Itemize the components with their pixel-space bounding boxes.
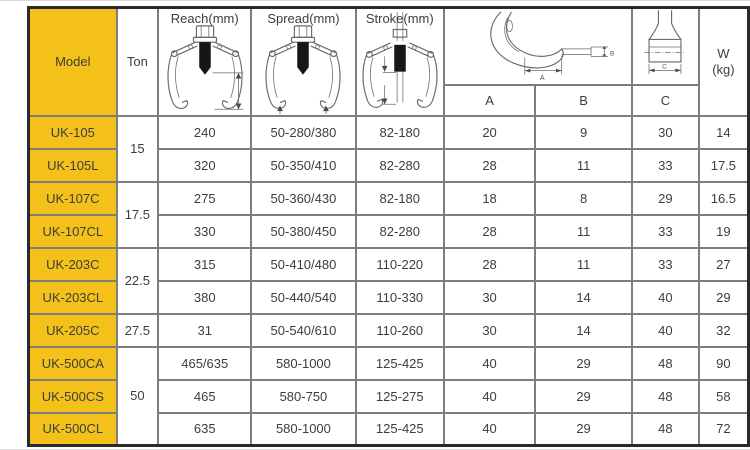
dim-a-cell: 40 — [444, 380, 535, 413]
stroke-cell: 110-220 — [356, 248, 445, 281]
model-cell: UK-203CL — [29, 281, 117, 314]
model-cell: UK-500CS — [29, 380, 117, 413]
dim-a-cell: 30 — [444, 281, 535, 314]
spread-label: Spread(mm) — [267, 11, 340, 26]
header-row-top — [29, 8, 749, 85]
dim-c-cell: 48 — [632, 413, 699, 446]
dim-c-cell: 30 — [632, 116, 699, 149]
dim-b-cell: 14 — [535, 314, 632, 347]
dim-b-cell: 11 — [535, 248, 632, 281]
col-a-header: A — [444, 85, 535, 116]
dim-b-cell: 29 — [535, 380, 632, 413]
ton-column-header: Ton — [117, 8, 158, 116]
table-row — [29, 314, 749, 347]
spread-cell: 580-1000 — [251, 413, 355, 446]
model-cell: UK-107C — [29, 182, 117, 215]
dim-a-cell: 28 — [444, 248, 535, 281]
model-cell: UK-500CA — [29, 347, 117, 380]
reach-cell: 380 — [158, 281, 251, 314]
weight-cell: 32 — [699, 314, 749, 347]
tip-c-diagram-cell — [632, 8, 699, 85]
dim-a-cell: 28 — [444, 149, 535, 182]
model-cell: UK-203C — [29, 248, 117, 281]
reach-cell: 240 — [158, 116, 251, 149]
weight-cell: 27 — [699, 248, 749, 281]
col-c-header: C — [632, 85, 699, 116]
dim-b-cell: 11 — [535, 149, 632, 182]
ton-cell: 22.5 — [117, 248, 158, 314]
weight-cell: 29 — [699, 281, 749, 314]
dim-c-cell: 33 — [632, 149, 699, 182]
model-cell: UK-205C — [29, 314, 117, 347]
model-cell: UK-105 — [29, 116, 117, 149]
stroke-label: Stroke(mm) — [365, 11, 434, 26]
stroke-column-header — [356, 8, 445, 116]
dim-a-cell: 40 — [444, 347, 535, 380]
stroke-cell: 125-425 — [356, 347, 445, 380]
dim-c-cell: 29 — [632, 182, 699, 215]
stroke-cell: 110-330 — [356, 281, 445, 314]
dim-c-cell: 33 — [632, 248, 699, 281]
spread-cell: 50-350/410 — [251, 149, 355, 182]
dim-c-cell: 48 — [632, 380, 699, 413]
dim-a-cell: 40 — [444, 413, 535, 446]
weight-header-line1: W — [717, 45, 730, 61]
weight-cell: 14 — [699, 116, 749, 149]
model-cell: UK-107CL — [29, 215, 117, 248]
weight-cell: 19 — [699, 215, 749, 248]
stroke-cell: 82-280 — [356, 149, 445, 182]
stroke-cell: 125-275 — [356, 380, 445, 413]
dim-a-cell: 20 — [444, 116, 535, 149]
dim-a-cell: 30 — [444, 314, 535, 347]
table-row — [29, 116, 749, 149]
col-b-header: B — [535, 85, 632, 116]
spec-table — [27, 6, 750, 447]
ton-cell: 17.5 — [117, 182, 158, 248]
dim-c-cell: 40 — [632, 281, 699, 314]
ton-cell: 15 — [117, 116, 158, 182]
reach-label: Reach(mm) — [170, 11, 239, 26]
reach-cell: 320 — [158, 149, 251, 182]
reach-cell: 635 — [158, 413, 251, 446]
stroke-cell: 82-180 — [356, 116, 445, 149]
weight-column-header — [699, 8, 749, 116]
dim-b-cell: 14 — [535, 281, 632, 314]
reach-cell: 31 — [158, 314, 251, 347]
stroke-cell: 110-260 — [356, 314, 445, 347]
weight-header-line2: (kg) — [712, 61, 735, 77]
model-cell: UK-500CL — [29, 413, 117, 446]
jaw-ab-diagram — [445, 10, 631, 82]
spread-cell: 580-1000 — [251, 347, 355, 380]
stroke-cell: 82-280 — [356, 215, 445, 248]
reach-cell: 275 — [158, 182, 251, 215]
reach-cell: 465/635 — [158, 347, 251, 380]
spread-cell: 50-440/540 — [251, 281, 355, 314]
dim-b-cell: 8 — [535, 182, 632, 215]
dim-b-letter: B — [610, 50, 615, 58]
dim-c-letter: C — [662, 63, 668, 71]
stroke-cell: 82-180 — [356, 182, 445, 215]
ton-cell: 27.5 — [117, 314, 158, 347]
jaw-ab-diagram-cell — [444, 8, 632, 85]
weight-cell: 90 — [699, 347, 749, 380]
spread-cell: 580-750 — [251, 380, 355, 413]
ton-cell: 50 — [117, 347, 158, 446]
dim-a-letter: A — [539, 74, 545, 83]
tip-c-diagram — [634, 10, 696, 82]
weight-cell: 72 — [699, 413, 749, 446]
table-body — [29, 116, 749, 446]
dim-b-cell: 11 — [535, 215, 632, 248]
model-cell: UK-105L — [29, 149, 117, 182]
spread-cell: 50-410/480 — [251, 248, 355, 281]
weight-cell: 17.5 — [699, 149, 749, 182]
weight-cell: 58 — [699, 380, 749, 413]
weight-cell: 16.5 — [699, 182, 749, 215]
dim-c-cell: 40 — [632, 314, 699, 347]
dim-a-cell: 28 — [444, 215, 535, 248]
table-row — [29, 182, 749, 215]
table-row — [29, 347, 749, 380]
reach-column-header — [158, 8, 251, 116]
puller-reach-diagram — [159, 23, 251, 115]
dim-b-cell: 29 — [535, 413, 632, 446]
reach-cell: 315 — [158, 248, 251, 281]
reach-cell: 330 — [158, 215, 251, 248]
spread-cell: 50-280/380 — [251, 116, 355, 149]
spread-cell: 50-540/610 — [251, 314, 355, 347]
stroke-cell: 125-425 — [356, 413, 445, 446]
dim-b-cell: 29 — [535, 347, 632, 380]
dim-c-cell: 48 — [632, 347, 699, 380]
spread-cell: 50-380/450 — [251, 215, 355, 248]
spread-column-header — [251, 8, 355, 116]
dim-a-cell: 18 — [444, 182, 535, 215]
reach-cell: 465 — [158, 380, 251, 413]
puller-spread-diagram — [257, 23, 349, 115]
model-column-header: Model — [29, 8, 117, 116]
dim-b-cell: 9 — [535, 116, 632, 149]
dim-c-cell: 33 — [632, 215, 699, 248]
spread-cell: 50-360/430 — [251, 182, 355, 215]
puller-stroke-diagram — [356, 12, 445, 116]
table-row — [29, 248, 749, 281]
